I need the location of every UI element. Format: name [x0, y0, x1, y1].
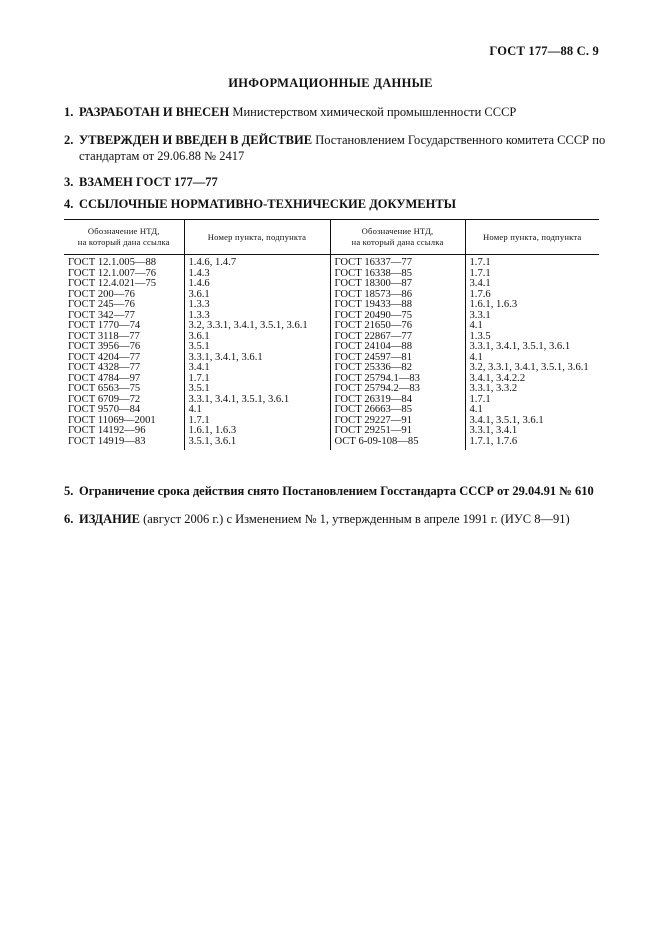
reference-documents-table	[64, 219, 599, 450]
ntd-designation-cell: ГОСТ 25336—82	[330, 363, 465, 374]
info-item-edition	[64, 511, 609, 527]
item-number: 1.	[64, 105, 74, 119]
ntd-designation-cell: ГОСТ 24597—81	[330, 353, 465, 364]
clause-number-cell: 1.7.1	[465, 269, 599, 280]
table-row	[64, 290, 599, 301]
clause-number-cell: 4.1	[465, 321, 599, 332]
ntd-designation-cell: ГОСТ 3118—77	[68, 330, 140, 342]
table-row	[64, 395, 599, 406]
page-header: ГОСТ 177—88 С. 9	[489, 44, 599, 58]
ntd-designation-cell: ГОСТ 25794.2—83	[330, 384, 465, 395]
ntd-designation-cell: ГОСТ 29227—91	[330, 416, 465, 427]
ntd-designation-cell: ГОСТ 4784—97	[68, 372, 141, 384]
table-row	[64, 363, 599, 374]
item-lead: РАЗРАБОТАН И ВНЕСЕН	[79, 105, 230, 119]
item-number: 2.	[64, 133, 74, 147]
table-row	[64, 342, 599, 353]
info-item-replaces	[64, 174, 609, 190]
clause-number-cell: 3.4.1	[184, 363, 330, 374]
table-row	[64, 300, 599, 311]
ntd-designation-cell: ГОСТ 26663—85	[330, 405, 465, 416]
clause-number-cell: 1.7.1	[465, 255, 599, 269]
clause-number-cell: 1.3.3	[184, 311, 330, 322]
header-clause-number: Номер пункта, подпункта	[465, 220, 599, 255]
ntd-designation-cell: ГОСТ 14919—83	[68, 435, 146, 447]
clause-number-cell: 1.7.6	[465, 290, 599, 301]
clause-number-cell: 3.5.1	[184, 342, 330, 353]
clause-number-cell: 1.3.5	[465, 332, 599, 343]
table-row	[64, 311, 599, 322]
table-row	[64, 405, 599, 416]
item-text: Министерством химической промышленности СССР	[229, 105, 517, 119]
ntd-designation-cell: ГОСТ 22867—77	[330, 332, 465, 343]
clause-number-cell: 1.6.1, 1.6.3	[465, 300, 599, 311]
item-number: 5.	[64, 484, 74, 498]
clause-number-cell: 1.7.1, 1.7.6	[465, 437, 599, 451]
ntd-designation-cell: ГОСТ 18573—86	[330, 290, 465, 301]
info-item-developed	[64, 104, 609, 120]
table-body	[64, 255, 599, 451]
clause-number-cell: 4.1	[184, 405, 330, 416]
clause-number-cell: 3.5.1	[184, 384, 330, 395]
clause-number-cell: 1.6.1, 1.6.3	[184, 426, 330, 437]
item-lead: Ограничение срока действия снято Постановлением Госстандарта СССР от 29.04.91 № 610	[79, 484, 594, 498]
clause-number-cell: 3.3.1, 3.4.1, 3.5.1, 3.6.1	[465, 342, 599, 353]
header-clause-number: Номер пункта, подпункта	[184, 220, 330, 255]
clause-number-cell: 1.3.3	[184, 300, 330, 311]
ntd-designation-cell: ГОСТ 200—76	[68, 288, 135, 300]
ntd-designation-cell: ГОСТ 24104—88	[330, 342, 465, 353]
item-lead: ВЗАМЕН ГОСТ 177—77	[79, 175, 218, 189]
clause-number-cell: 3.4.1, 3.5.1, 3.6.1	[465, 416, 599, 427]
clause-number-cell: 3.6.1	[184, 290, 330, 301]
item-number: 6.	[64, 512, 74, 526]
clause-number-cell: 4.1	[465, 405, 599, 416]
ntd-designation-cell: ГОСТ 26319—84	[330, 395, 465, 406]
ntd-designation-cell: ГОСТ 18300—87	[330, 279, 465, 290]
ntd-designation-cell: ГОСТ 19433—88	[330, 300, 465, 311]
item-text: Постановлением Государственного комитета СССР по стандартам от 29.06.88 № 2417	[79, 133, 606, 163]
clause-number-cell: 3.6.1	[184, 332, 330, 343]
header-ntd-designation: Обозначение НТД, на который дана ссылка	[330, 220, 465, 255]
ntd-designation-cell: ГОСТ 342—77	[68, 309, 135, 321]
ntd-designation-cell: ГОСТ 9570—84	[68, 404, 141, 415]
table-row	[64, 437, 599, 451]
ntd-designation-cell: ГОСТ 12.1.007—76	[68, 267, 157, 279]
ntd-designation-cell: ГОСТ 20490—75	[330, 311, 465, 322]
ntd-designation-cell: ОСТ 6-09-108—85	[330, 437, 465, 451]
ntd-designation-cell: ГОСТ 3956—76	[68, 341, 141, 352]
item-lead: ССЫЛОЧНЫЕ НОРМАТИВНО-ТЕХНИЧЕСКИЕ ДОКУМЕНТЫ	[79, 197, 456, 211]
info-item-validity	[64, 483, 609, 499]
ntd-designation-cell: ГОСТ 12.4.021—75	[68, 278, 157, 289]
ntd-designation-cell: ГОСТ 1770—74	[68, 320, 141, 331]
table-row	[64, 255, 599, 269]
ntd-designation-cell: ГОСТ 16337—77	[330, 255, 465, 269]
clause-number-cell: 3.3.1, 3.3.2	[465, 384, 599, 395]
info-item-approved	[64, 132, 609, 164]
table-row	[64, 384, 599, 395]
ntd-designation-cell: ГОСТ 16338—85	[330, 269, 465, 280]
item-number: 4.	[64, 197, 74, 211]
table-row	[64, 321, 599, 332]
ntd-designation-cell: ГОСТ 21650—76	[330, 321, 465, 332]
clause-number-cell: 1.4.3	[184, 269, 330, 280]
item-lead: ИЗДАНИЕ	[79, 512, 140, 526]
section-title: ИНФОРМАЦИОННЫЕ ДАННЫЕ	[228, 76, 433, 90]
ntd-designation-cell: ГОСТ 4328—77	[68, 362, 141, 373]
ntd-designation-cell: ГОСТ 6709—72	[68, 393, 141, 405]
table-row	[64, 374, 599, 385]
clause-number-cell: 3.5.1, 3.6.1	[184, 437, 330, 451]
clause-number-cell: 3.3.1, 3.4.1, 3.6.1	[184, 353, 330, 364]
clause-number-cell: 1.4.6, 1.4.7	[184, 255, 330, 269]
clause-number-cell: 3.4.1, 3.4.2.2	[465, 374, 599, 385]
header-ntd-designation: Обозначение НТД, на который дана ссылка	[64, 220, 184, 255]
ntd-designation-cell: ГОСТ 14192—96	[68, 425, 146, 436]
clause-number-cell: 3.4.1	[465, 279, 599, 290]
clause-number-cell: 3.2, 3.3.1, 3.4.1, 3.5.1, 3.6.1	[465, 363, 599, 374]
clause-number-cell: 4.1	[465, 353, 599, 364]
ntd-designation-cell: ГОСТ 29251—91	[330, 426, 465, 437]
ntd-designation-cell: ГОСТ 4204—77	[68, 351, 141, 363]
item-lead: УТВЕРЖДЕН И ВВЕДЕН В ДЕЙСТВИЕ	[79, 133, 313, 147]
clause-number-cell: 1.4.6	[184, 279, 330, 290]
ntd-designation-cell: ГОСТ 11069—2001	[68, 414, 156, 426]
clause-number-cell: 3.2, 3.3.1, 3.4.1, 3.5.1, 3.6.1	[184, 321, 330, 332]
table-row	[64, 426, 599, 437]
item-number: 3.	[64, 175, 74, 189]
ntd-designation-cell: ГОСТ 25794.1—83	[330, 374, 465, 385]
clause-number-cell: 1.7.1	[184, 374, 330, 385]
ntd-designation-cell: ГОСТ 6563—75	[68, 383, 141, 394]
clause-number-cell: 1.7.1	[465, 395, 599, 406]
ntd-designation-cell: ГОСТ 12.1.005—88	[68, 257, 157, 268]
info-item-references	[64, 196, 609, 212]
clause-number-cell: 3.3.1, 3.4.1, 3.5.1, 3.6.1	[184, 395, 330, 406]
clause-number-cell: 3.3.1, 3.4.1	[465, 426, 599, 437]
table-header-row	[64, 220, 599, 255]
table-row	[64, 279, 599, 290]
clause-number-cell: 1.7.1	[184, 416, 330, 427]
clause-number-cell: 3.3.1	[465, 311, 599, 322]
ntd-designation-cell: ГОСТ 245—76	[68, 299, 135, 310]
item-text: (август 2006 г.) с Изменением № 1, утвержденным в апреле 1991 г. (ИУС 8—91)	[139, 512, 570, 526]
